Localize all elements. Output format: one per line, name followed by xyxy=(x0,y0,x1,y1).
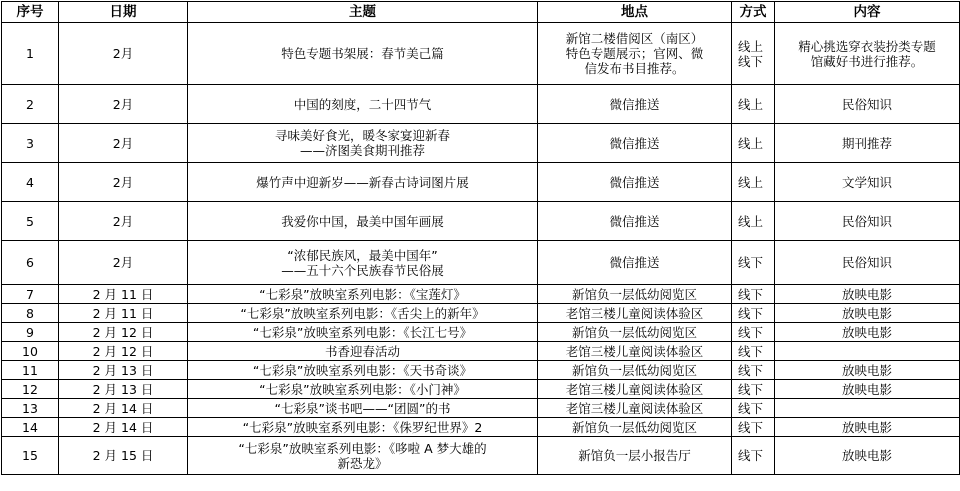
cell-topic-line: 爆竹声中迎新岁——新春古诗词图片展 xyxy=(256,174,469,190)
table-row xyxy=(2,202,960,241)
cell-topic-line: “七彩泉”放映室系列电影：《宝莲灯》 xyxy=(259,286,466,302)
cell-place xyxy=(538,323,732,342)
cell-topic xyxy=(188,163,538,202)
cell-content xyxy=(775,202,960,241)
cell-place-line: 微信推送 xyxy=(609,135,660,151)
cell-mode xyxy=(732,241,775,285)
cell-topic xyxy=(188,418,538,437)
cell-place-line: 新馆负一层低幼阅览区 xyxy=(571,286,697,302)
cell-mode-line: 线下 xyxy=(738,53,764,69)
cell-place-line: 老馆三楼儿童阅读体验区 xyxy=(565,400,704,416)
cell-place xyxy=(538,202,732,241)
cell-date: 2月 xyxy=(59,163,188,202)
cell-topic-line: “七彩泉”放映室系列电影：《舌尖上的新年》 xyxy=(240,305,485,321)
cell-mode xyxy=(732,380,775,399)
activity-table xyxy=(1,1,960,475)
cell-topic xyxy=(188,304,538,323)
cell-topic-line: 寻味美好食光，暖冬家宴迎新春 xyxy=(274,128,450,143)
cell-mode-line: 线下 xyxy=(738,419,764,435)
cell-topic-line: ——济图美食期刊推荐 xyxy=(299,143,425,158)
table-row xyxy=(2,437,960,475)
cell-number: 1 xyxy=(2,23,59,85)
cell-mode-line: 线下 xyxy=(738,343,764,359)
cell-number: 3 xyxy=(2,124,59,163)
header-date: 日期 xyxy=(59,2,188,23)
cell-content-line: 放映电影 xyxy=(841,305,892,321)
cell-number: 10 xyxy=(2,342,59,361)
table-row xyxy=(2,85,960,124)
cell-content xyxy=(775,23,960,85)
header-number: 序号 xyxy=(2,2,59,23)
table-row xyxy=(2,380,960,399)
cell-topic-line: “浓郁民族风，最美中国年” xyxy=(287,247,438,263)
cell-mode-line: 线上 xyxy=(738,38,764,54)
cell-place-line: 特色专题展示；官网、微 xyxy=(565,46,704,61)
cell-content xyxy=(775,437,960,475)
table-body xyxy=(2,23,960,475)
cell-place xyxy=(538,418,732,437)
cell-content xyxy=(775,399,960,418)
cell-topic-line: ——五十六个民族春节民俗展 xyxy=(281,262,444,278)
cell-place-line: 新馆负一层小报告厅 xyxy=(578,448,691,463)
table-row xyxy=(2,342,960,361)
table-row xyxy=(2,124,960,163)
cell-topic-line: “七彩泉”放映室系列电影：《长江七号》 xyxy=(252,324,473,340)
cell-topic xyxy=(188,380,538,399)
cell-date: 2 月 15 日 xyxy=(59,437,188,475)
cell-topic xyxy=(188,85,538,124)
cell-mode xyxy=(732,304,775,323)
cell-topic-line: 特色专题书架展：春节美己篇 xyxy=(281,46,444,61)
cell-content-line: 文学知识 xyxy=(841,174,892,190)
cell-number: 6 xyxy=(2,241,59,285)
cell-number: 8 xyxy=(2,304,59,323)
cell-content-line: 放映电影 xyxy=(841,286,892,302)
cell-place-line: 新馆负一层低幼阅览区 xyxy=(571,362,697,378)
cell-mode xyxy=(732,23,775,85)
cell-place xyxy=(538,285,732,304)
cell-topic-line: 新恐龙》 xyxy=(337,455,388,471)
cell-topic xyxy=(188,323,538,342)
cell-place-line: 微信推送 xyxy=(609,174,660,190)
cell-content xyxy=(775,285,960,304)
cell-number: 12 xyxy=(2,380,59,399)
cell-topic-line: “七彩泉”放映室系列电影：《小门神》 xyxy=(259,381,466,397)
cell-topic-line: 书香迎春活动 xyxy=(324,343,400,359)
table-row xyxy=(2,285,960,304)
cell-content-line: 放映电影 xyxy=(841,362,892,378)
cell-topic xyxy=(188,285,538,304)
cell-mode-line: 线下 xyxy=(738,324,764,340)
cell-place xyxy=(538,163,732,202)
cell-content-line: 精心挑选穿衣装扮类专题 xyxy=(798,38,936,54)
cell-date: 2 月 14 日 xyxy=(59,399,188,418)
cell-date: 2 月 11 日 xyxy=(59,285,188,304)
cell-date: 2 月 14 日 xyxy=(59,418,188,437)
cell-content xyxy=(775,163,960,202)
cell-content xyxy=(775,323,960,342)
cell-mode xyxy=(732,437,775,475)
cell-place xyxy=(538,380,732,399)
cell-number: 4 xyxy=(2,163,59,202)
cell-mode xyxy=(732,85,775,124)
table-row xyxy=(2,241,960,285)
cell-place-line: 老馆三楼儿童阅读体验区 xyxy=(565,305,704,321)
cell-place-line: 新馆负一层低幼阅览区 xyxy=(571,419,697,435)
cell-content-line: 民俗知识 xyxy=(841,255,892,270)
cell-number: 5 xyxy=(2,202,59,241)
cell-date: 2月 xyxy=(59,124,188,163)
table-row xyxy=(2,163,960,202)
cell-content xyxy=(775,380,960,399)
cell-mode-line: 线上 xyxy=(738,135,764,151)
cell-topic xyxy=(188,202,538,241)
cell-mode xyxy=(732,163,775,202)
header-content: 内容 xyxy=(775,2,960,23)
cell-content xyxy=(775,361,960,380)
cell-place xyxy=(538,304,732,323)
cell-date: 2 月 11 日 xyxy=(59,304,188,323)
cell-date: 2月 xyxy=(59,23,188,85)
cell-mode-line: 线上 xyxy=(738,174,764,190)
cell-topic xyxy=(188,399,538,418)
cell-number: 11 xyxy=(2,361,59,380)
table-row xyxy=(2,361,960,380)
cell-date: 2 月 12 日 xyxy=(59,342,188,361)
cell-topic xyxy=(188,23,538,85)
cell-number: 7 xyxy=(2,285,59,304)
cell-mode-line: 线下 xyxy=(738,400,764,416)
header-place: 地点 xyxy=(538,2,732,23)
cell-place-line: 老馆三楼儿童阅读体验区 xyxy=(565,381,704,397)
cell-place xyxy=(538,361,732,380)
cell-number: 14 xyxy=(2,418,59,437)
cell-place-line: 微信推送 xyxy=(609,96,660,112)
cell-mode-line: 线下 xyxy=(738,255,764,270)
cell-place xyxy=(538,23,732,85)
cell-mode xyxy=(732,418,775,437)
cell-topic-line: “七彩泉”放映室系列电影：《哆啦 A 梦大雄的 xyxy=(238,440,487,456)
header-mode: 方式 xyxy=(732,2,775,23)
cell-topic xyxy=(188,124,538,163)
cell-content-line: 放映电影 xyxy=(841,381,892,397)
cell-content xyxy=(775,342,960,361)
cell-place xyxy=(538,342,732,361)
cell-topic-line: “七彩泉”谈书吧——“团圆”的书 xyxy=(274,400,451,416)
table-row xyxy=(2,304,960,323)
cell-place-line: 老馆三楼儿童阅读体验区 xyxy=(565,343,704,359)
cell-date: 2月 xyxy=(59,85,188,124)
table-row xyxy=(2,399,960,418)
cell-topic-line: 我爱你中国，最美中国年画展 xyxy=(281,213,444,229)
cell-content-line: 民俗知识 xyxy=(841,213,892,229)
header-topic: 主题 xyxy=(188,2,538,23)
table-row xyxy=(2,323,960,342)
cell-place xyxy=(538,124,732,163)
cell-mode xyxy=(732,285,775,304)
cell-topic-line: “七彩泉”放映室系列电影：《天书奇谈》 xyxy=(252,362,473,378)
cell-place xyxy=(538,399,732,418)
cell-topic xyxy=(188,342,538,361)
cell-mode xyxy=(732,323,775,342)
cell-place xyxy=(538,437,732,475)
cell-mode xyxy=(732,202,775,241)
cell-content xyxy=(775,241,960,285)
cell-place-line: 新馆二楼借阅区（南区） xyxy=(565,31,704,46)
cell-place-line: 新馆负一层低幼阅览区 xyxy=(571,324,697,340)
cell-content xyxy=(775,124,960,163)
cell-place-line: 信发布书目推荐。 xyxy=(584,61,685,76)
cell-content-line: 民俗知识 xyxy=(841,96,892,112)
cell-mode-line: 线下 xyxy=(738,362,764,378)
cell-topic-line: 中国的刻度，二十四节气 xyxy=(293,96,432,112)
cell-topic-line: “七彩泉”放映室系列电影：《侏罗纪世界》2 xyxy=(242,419,483,435)
cell-mode-line: 线下 xyxy=(738,448,764,463)
cell-date: 2 月 12 日 xyxy=(59,323,188,342)
cell-content-line: 馆藏好书进行推荐。 xyxy=(810,53,924,69)
cell-mode-line: 线上 xyxy=(738,96,764,112)
cell-place xyxy=(538,85,732,124)
cell-number: 9 xyxy=(2,323,59,342)
cell-content-line: 放映电影 xyxy=(841,324,892,340)
cell-content xyxy=(775,418,960,437)
cell-content-line: 放映电影 xyxy=(841,419,892,435)
cell-mode xyxy=(732,124,775,163)
cell-date: 2 月 13 日 xyxy=(59,380,188,399)
cell-place-line: 微信推送 xyxy=(609,255,660,270)
cell-topic xyxy=(188,437,538,475)
cell-mode xyxy=(732,399,775,418)
table-row xyxy=(2,23,960,85)
cell-content xyxy=(775,304,960,323)
cell-place-line: 微信推送 xyxy=(609,213,660,229)
cell-topic xyxy=(188,361,538,380)
cell-mode-line: 线上 xyxy=(738,213,764,229)
cell-number: 15 xyxy=(2,437,59,475)
header-row xyxy=(2,2,960,23)
cell-place xyxy=(538,241,732,285)
cell-mode xyxy=(732,342,775,361)
cell-number: 2 xyxy=(2,85,59,124)
cell-mode-line: 线下 xyxy=(738,381,764,397)
cell-content-line: 放映电影 xyxy=(841,448,892,463)
cell-mode xyxy=(732,361,775,380)
cell-content xyxy=(775,85,960,124)
cell-mode-line: 线下 xyxy=(738,286,764,302)
cell-date: 2月 xyxy=(59,202,188,241)
table-row xyxy=(2,418,960,437)
cell-topic xyxy=(188,241,538,285)
cell-date: 2月 xyxy=(59,241,188,285)
cell-date: 2 月 13 日 xyxy=(59,361,188,380)
cell-number: 13 xyxy=(2,399,59,418)
cell-mode-line: 线下 xyxy=(738,305,764,321)
cell-content-line: 期刊推荐 xyxy=(841,135,892,151)
